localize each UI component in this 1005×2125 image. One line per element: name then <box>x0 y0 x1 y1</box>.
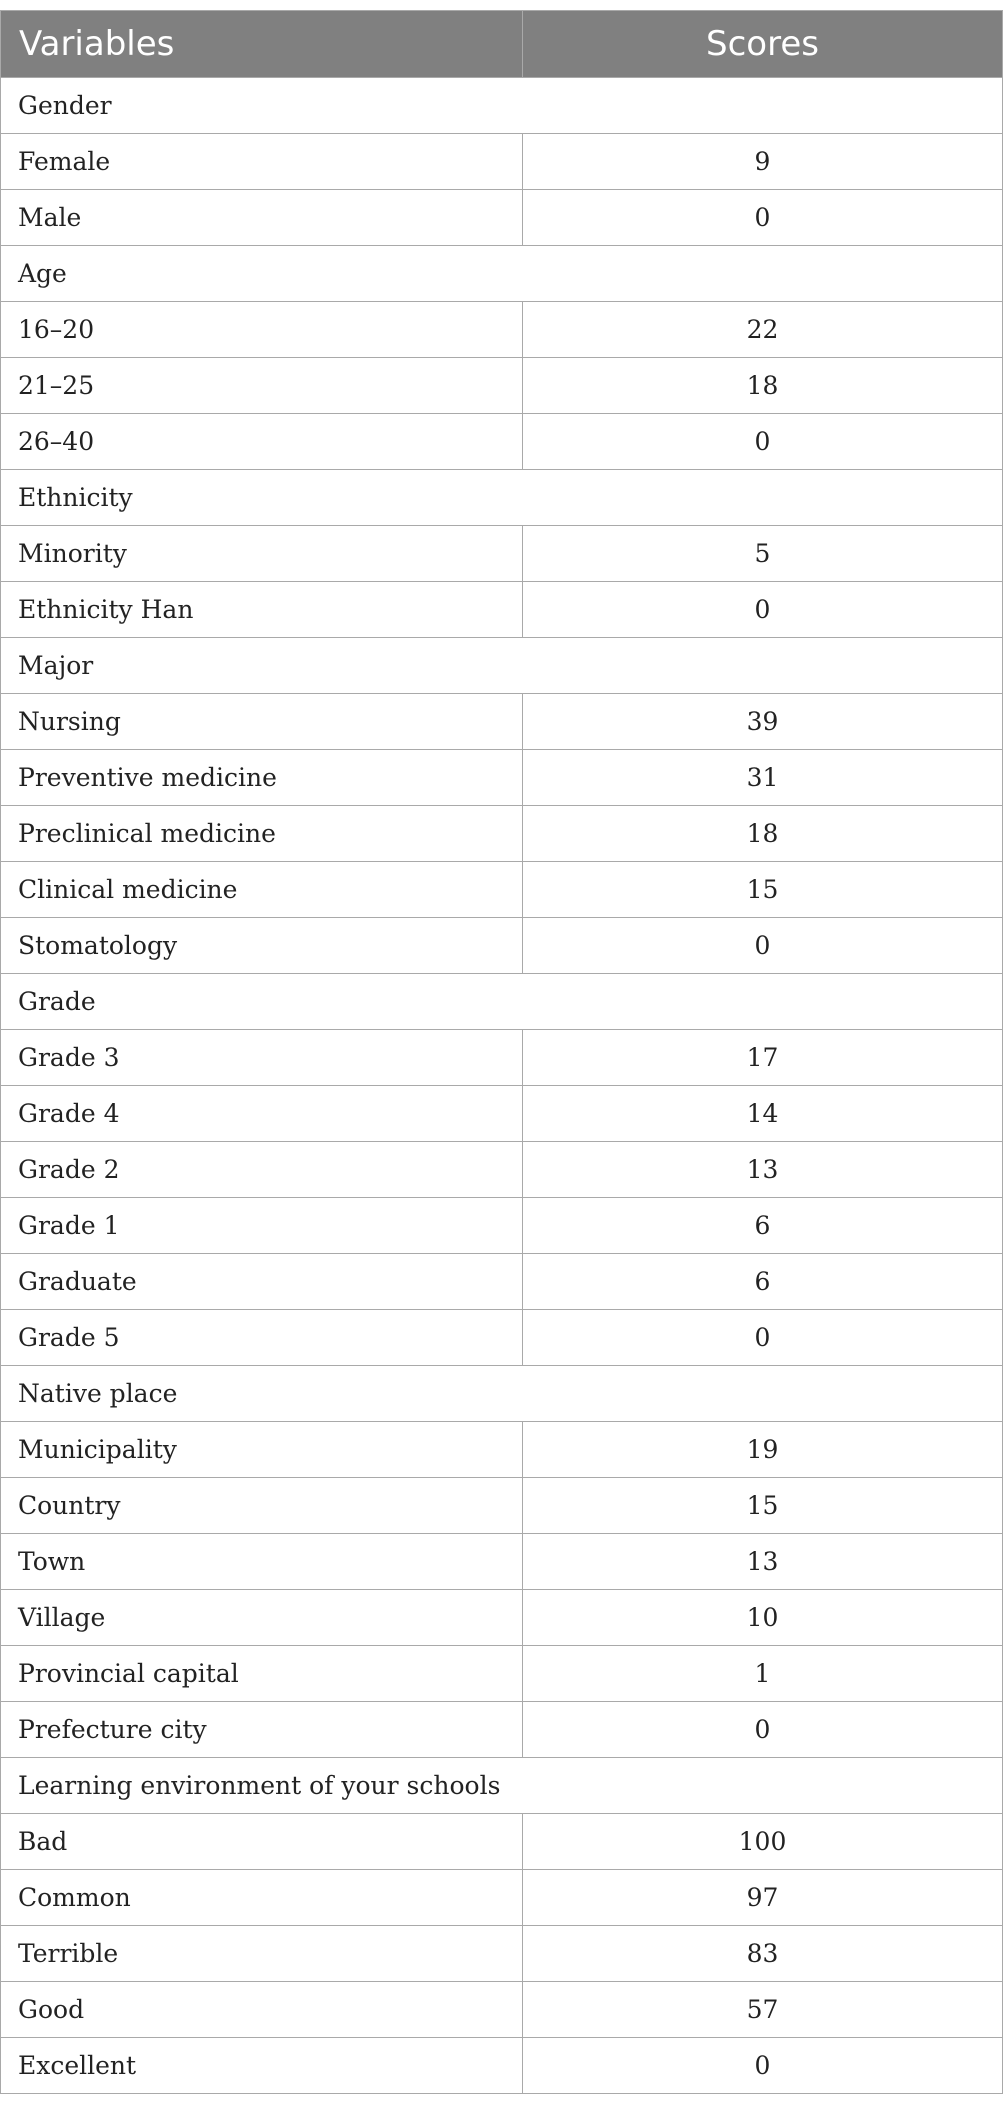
table-row <box>1 1534 1003 1590</box>
score-cell: 19 <box>523 1422 1003 1478</box>
table-row <box>1 1590 1003 1646</box>
group-row <box>1 974 1003 1030</box>
variable-cell: Bad <box>1 1814 523 1870</box>
score-cell: 18 <box>523 358 1003 414</box>
score-cell: 6 <box>523 1254 1003 1310</box>
table-row <box>1 1086 1003 1142</box>
score-cell: 97 <box>523 1870 1003 1926</box>
variable-cell: Minority <box>1 526 523 582</box>
variable-cell: Grade 3 <box>1 1030 523 1086</box>
score-cell: 39 <box>523 694 1003 750</box>
table-row <box>1 2038 1003 2094</box>
group-label: Gender <box>1 78 1003 134</box>
variable-cell: Municipality <box>1 1422 523 1478</box>
table-row <box>1 582 1003 638</box>
score-cell: 9 <box>523 134 1003 190</box>
variable-cell: Male <box>1 190 523 246</box>
variable-cell: Ethnicity Han <box>1 582 523 638</box>
variable-cell: Provincial capital <box>1 1646 523 1702</box>
variable-cell: Preclinical medicine <box>1 806 523 862</box>
score-cell: 0 <box>523 918 1003 974</box>
table-row <box>1 694 1003 750</box>
score-cell: 14 <box>523 1086 1003 1142</box>
variable-cell: Terrible <box>1 1926 523 1982</box>
variable-cell: 21–25 <box>1 358 523 414</box>
group-row <box>1 1758 1003 1814</box>
table-row <box>1 862 1003 918</box>
variable-cell: Grade 4 <box>1 1086 523 1142</box>
table-row <box>1 1310 1003 1366</box>
table-header <box>1 11 1003 78</box>
group-label: Ethnicity <box>1 470 1003 526</box>
score-cell: 0 <box>523 414 1003 470</box>
group-label: Major <box>1 638 1003 694</box>
score-cell: 17 <box>523 1030 1003 1086</box>
variable-cell: Clinical medicine <box>1 862 523 918</box>
score-cell: 6 <box>523 1198 1003 1254</box>
score-cell: 83 <box>523 1926 1003 1982</box>
table-row <box>1 134 1003 190</box>
table-body <box>1 78 1003 2094</box>
variable-cell: Grade 5 <box>1 1310 523 1366</box>
score-cell: 0 <box>523 190 1003 246</box>
variable-cell: Graduate <box>1 1254 523 1310</box>
variable-cell: Common <box>1 1870 523 1926</box>
table-row <box>1 1142 1003 1198</box>
score-cell: 22 <box>523 302 1003 358</box>
variable-cell: Stomatology <box>1 918 523 974</box>
group-label: Age <box>1 246 1003 302</box>
table-row <box>1 302 1003 358</box>
group-label: Grade <box>1 974 1003 1030</box>
table-row <box>1 1926 1003 1982</box>
score-cell: 5 <box>523 526 1003 582</box>
header-variables: Variables <box>1 11 523 78</box>
header-scores: Scores <box>523 11 1003 78</box>
table-row <box>1 1478 1003 1534</box>
score-cell: 13 <box>523 1142 1003 1198</box>
table-row <box>1 806 1003 862</box>
variable-cell: Prefecture city <box>1 1702 523 1758</box>
group-label: Native place <box>1 1366 1003 1422</box>
group-row <box>1 78 1003 134</box>
table-row <box>1 1982 1003 2038</box>
score-cell: 0 <box>523 1310 1003 1366</box>
variable-cell: Female <box>1 134 523 190</box>
group-row <box>1 638 1003 694</box>
group-label: Learning environment of your schools <box>1 1758 1003 1814</box>
group-row <box>1 470 1003 526</box>
table-row <box>1 358 1003 414</box>
variable-cell: 16–20 <box>1 302 523 358</box>
score-cell: 10 <box>523 1590 1003 1646</box>
score-cell: 15 <box>523 862 1003 918</box>
table-row <box>1 1030 1003 1086</box>
group-row <box>1 1366 1003 1422</box>
table-row <box>1 1702 1003 1758</box>
score-cell: 15 <box>523 1478 1003 1534</box>
group-row <box>1 246 1003 302</box>
table-row <box>1 1422 1003 1478</box>
variable-cell: Grade 2 <box>1 1142 523 1198</box>
table-row <box>1 526 1003 582</box>
score-cell: 0 <box>523 582 1003 638</box>
score-cell: 18 <box>523 806 1003 862</box>
variable-cell: Excellent <box>1 2038 523 2094</box>
header-row <box>1 11 1003 78</box>
variable-cell: Village <box>1 1590 523 1646</box>
score-cell: 1 <box>523 1646 1003 1702</box>
variable-cell: Country <box>1 1478 523 1534</box>
table-row <box>1 1646 1003 1702</box>
variable-cell: Nursing <box>1 694 523 750</box>
scores-table <box>0 10 1003 2094</box>
table-row <box>1 1254 1003 1310</box>
score-cell: 31 <box>523 750 1003 806</box>
table-row <box>1 414 1003 470</box>
table-row <box>1 918 1003 974</box>
score-cell: 0 <box>523 1702 1003 1758</box>
score-cell: 13 <box>523 1534 1003 1590</box>
score-cell: 100 <box>523 1814 1003 1870</box>
variable-cell: Preventive medicine <box>1 750 523 806</box>
variable-cell: Good <box>1 1982 523 2038</box>
table-row <box>1 1198 1003 1254</box>
score-cell: 57 <box>523 1982 1003 2038</box>
table-row <box>1 1870 1003 1926</box>
score-cell: 0 <box>523 2038 1003 2094</box>
variable-cell: 26–40 <box>1 414 523 470</box>
variable-cell: Town <box>1 1534 523 1590</box>
variable-cell: Grade 1 <box>1 1198 523 1254</box>
table-row <box>1 750 1003 806</box>
table-row <box>1 190 1003 246</box>
table-row <box>1 1814 1003 1870</box>
